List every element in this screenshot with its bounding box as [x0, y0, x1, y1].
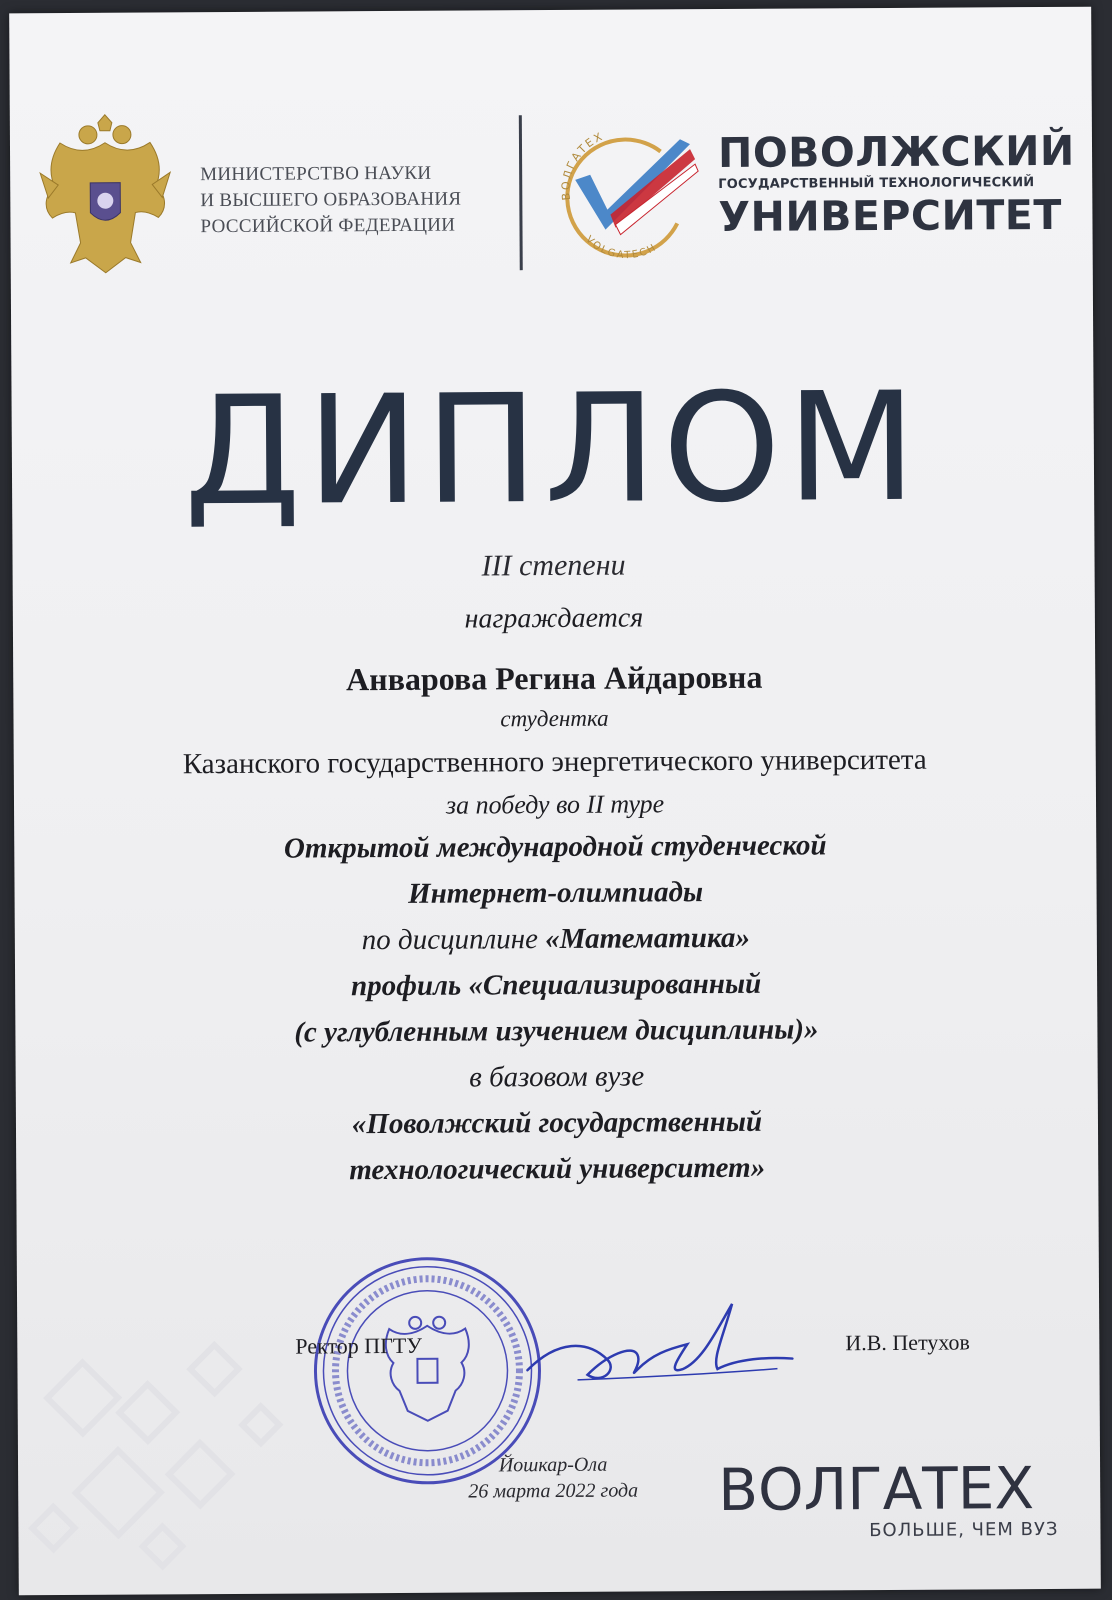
brand-name: ВОЛГАТЕХ [718, 1454, 1035, 1525]
base-line-1: «Поволжский государственный [351, 1105, 763, 1141]
rector-name: И.В. Петухов [845, 1329, 970, 1356]
base-line-2: технологический университет» [349, 1151, 766, 1187]
brand-slogan: БОЛЬШЕ, ЧЕМ ВУЗ [869, 1518, 1059, 1542]
ministry-name [200, 160, 500, 240]
recipient-institution: Казанского государственного энергетического университета [182, 743, 927, 781]
university-line-1: ПОВОЛЖСКИЙ [717, 126, 1075, 177]
discipline-prefix: по дисциплине [361, 923, 539, 957]
issue-date: 26 марта 2022 года [468, 1479, 639, 1503]
discipline-line [15, 913, 1097, 966]
university-name [717, 126, 1075, 241]
victory-text: за победу во II туре [445, 789, 665, 820]
discipline-name: «Математика» [545, 921, 751, 956]
ornament-pattern-icon [17, 1331, 319, 1593]
rank: III степени [481, 548, 626, 583]
profile-line-1: профиль «Специализированный [350, 967, 762, 1003]
svg-text:VOLGATECH [583, 234, 659, 262]
ministry-line-1: МИНИСТЕРСТВО НАУКИ [200, 162, 432, 186]
olympiad-line-2: Интернет-олимпиады [407, 876, 704, 910]
volgatech-brand [718, 1454, 1079, 1542]
logo-ring-bottom-text: VOLGATECH [583, 234, 660, 262]
university-line-3: УНИВЕРСИТЕТ [718, 190, 1062, 241]
diploma-sheet [9, 7, 1101, 1596]
diploma-body [12, 537, 1098, 1196]
coat-of-arms-icon [30, 112, 181, 283]
ministry-line-3: РОССИЙСКОЙ ФЕДЕРАЦИИ [200, 214, 456, 238]
volgatech-check-logo-icon [550, 119, 701, 270]
ministry-line-2: И ВЫСШЕГО ОБРАЗОВАНИЯ [200, 188, 462, 212]
signature-icon [517, 1299, 798, 1401]
logo-ring-top-text: ВОЛГАТЕХ [559, 129, 606, 201]
diploma-title: ДИПЛОМ [183, 360, 923, 540]
rector-label: Ректор ПГТУ [295, 1332, 422, 1359]
recipient-status: студентка [500, 705, 609, 732]
university-line-2: ГОСУДАРСТВЕННЫЙ ТЕХНОЛОГИЧЕСКИЙ [718, 175, 1035, 192]
recipient-name: Анварова Регина Айдаровна [345, 658, 763, 698]
olympiad-line-1: Открытой международной студенческой [283, 829, 827, 865]
base-prefix: в базовом вузе [469, 1060, 645, 1094]
profile-line-2: (с углубленным изучением дисциплины)» [294, 1013, 819, 1049]
header-divider [519, 115, 523, 270]
issue-city: Йошкар-Ола [498, 1453, 608, 1477]
awarded-label: награждается [464, 602, 644, 635]
